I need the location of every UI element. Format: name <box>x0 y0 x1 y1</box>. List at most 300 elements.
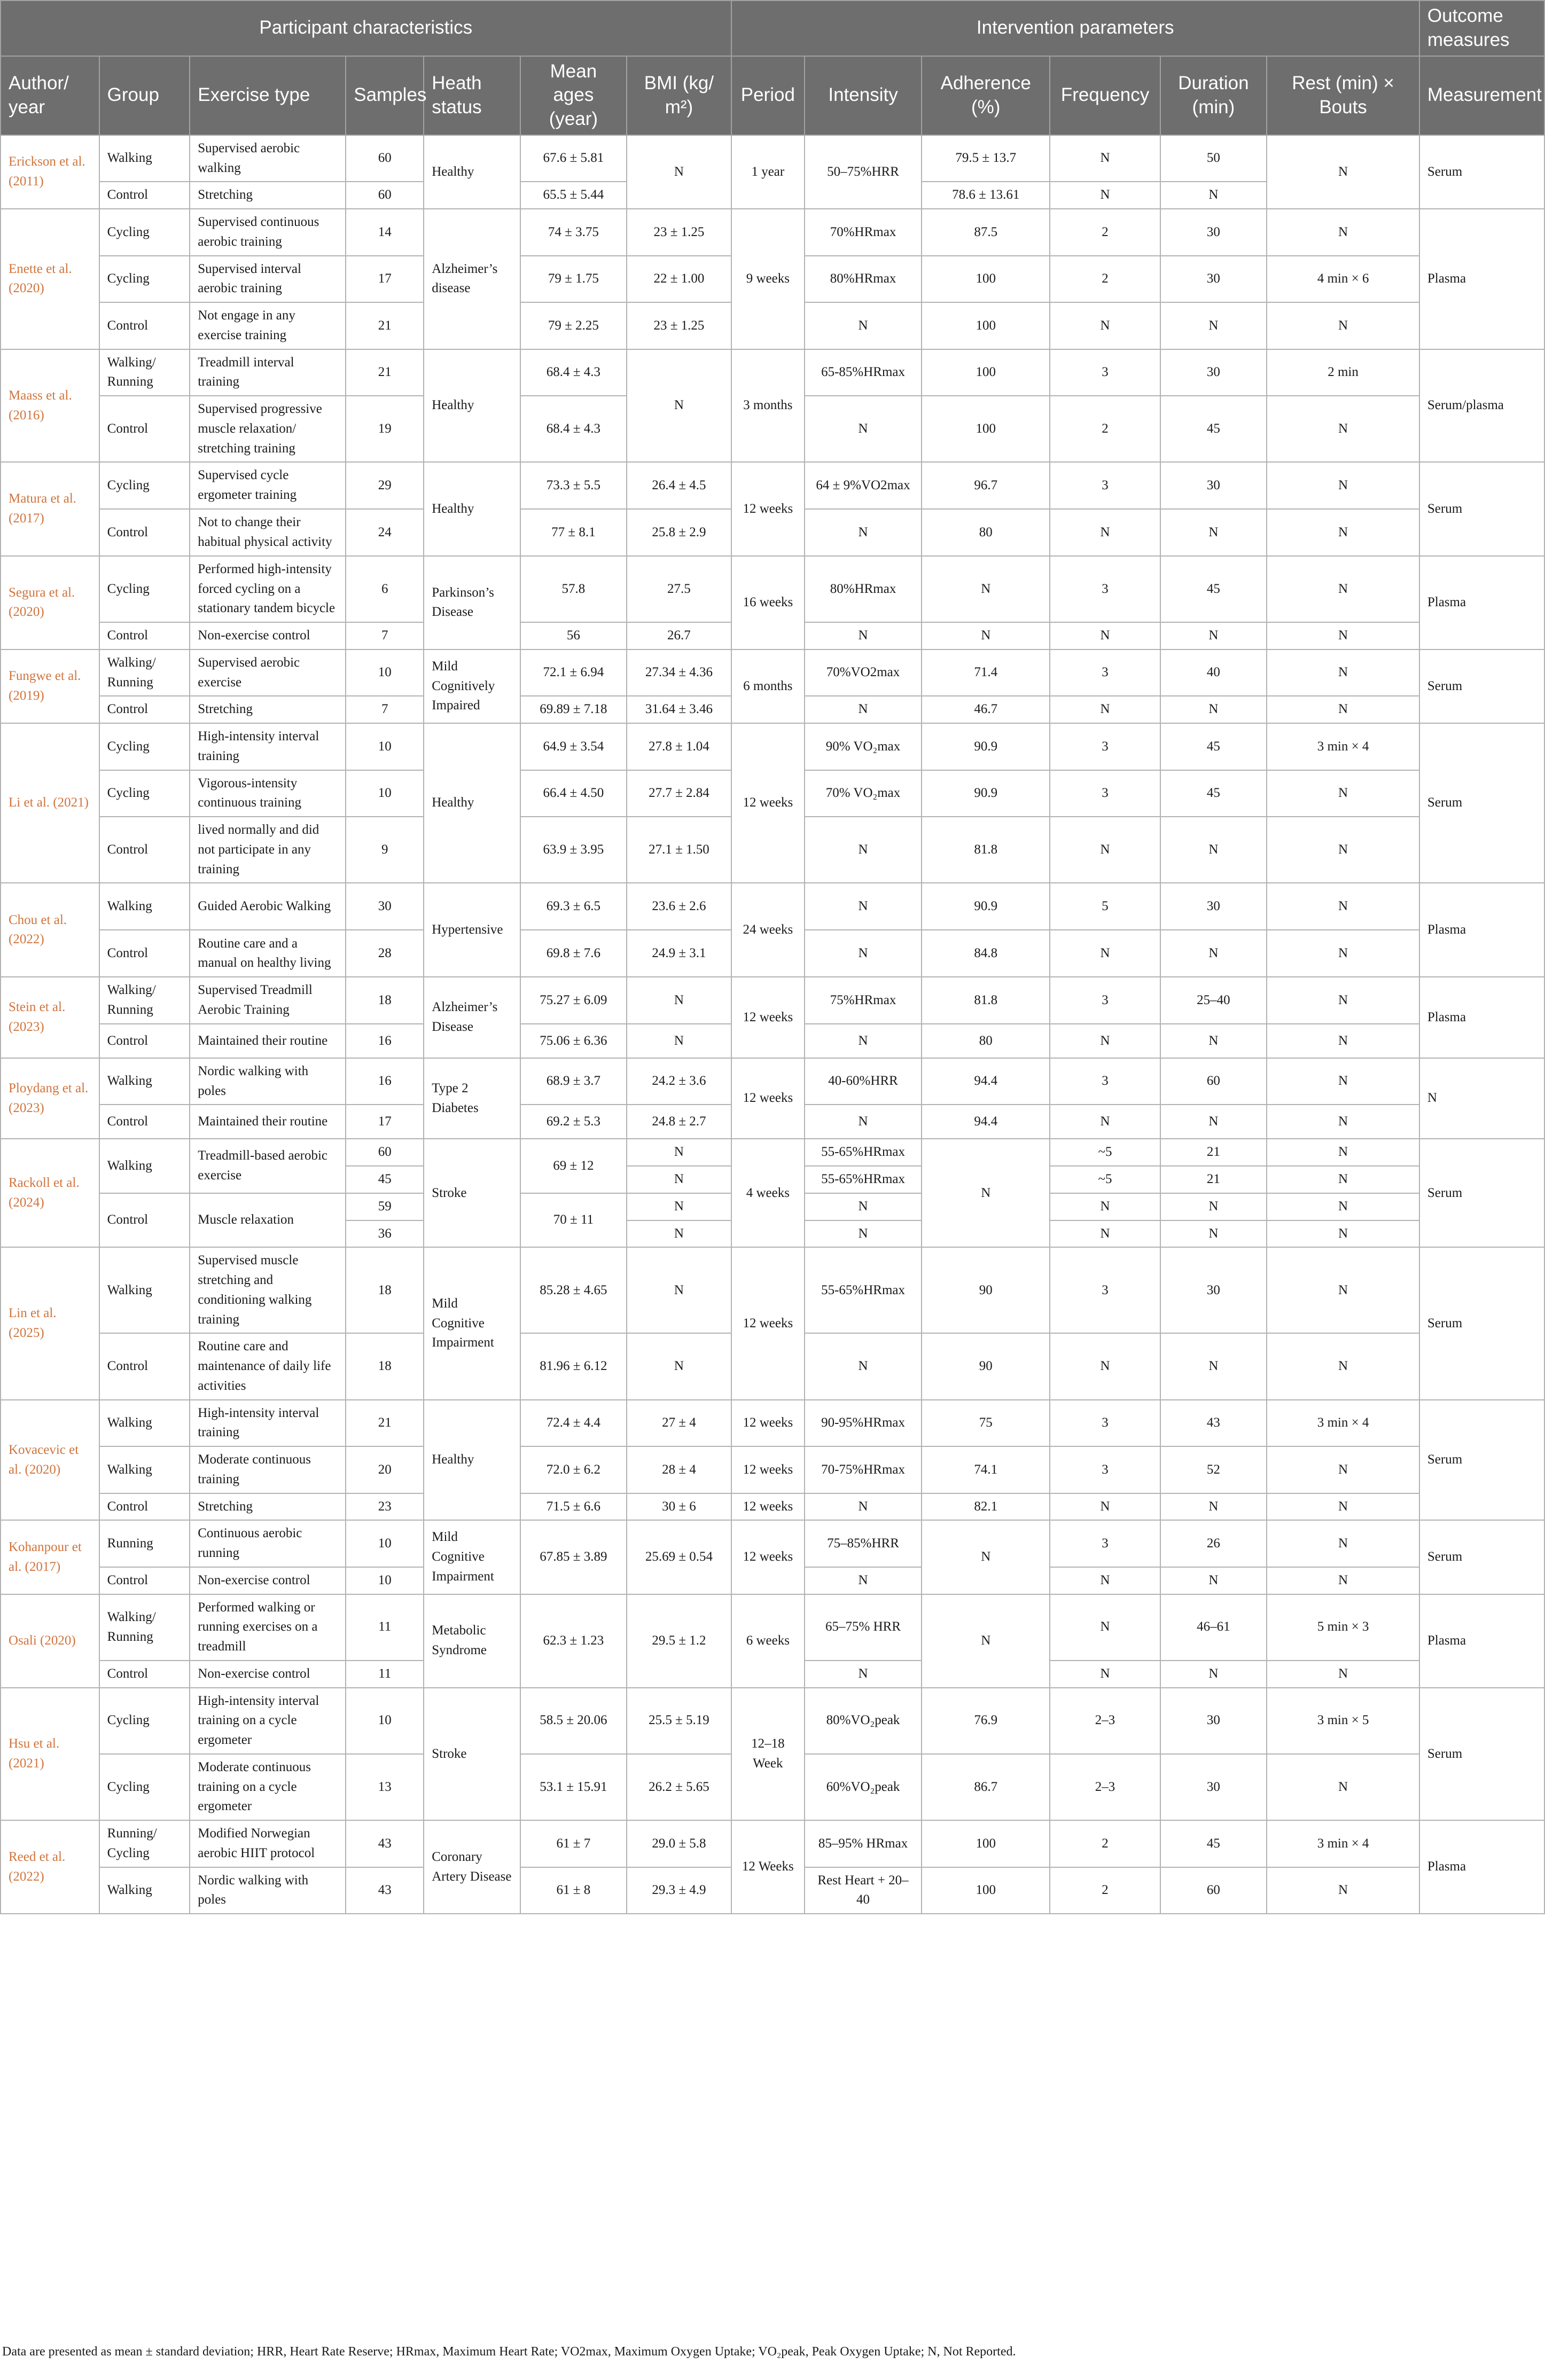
samples-cell: 16 <box>346 1024 424 1058</box>
adherence-cell: 100 <box>922 1820 1050 1867</box>
period-cell: 12 Weeks <box>731 1820 805 1914</box>
duration-cell: N <box>1160 930 1267 977</box>
bmi-cell: 24.8 ± 2.7 <box>627 1105 731 1139</box>
period-cell: 12 weeks <box>731 1247 805 1399</box>
frequency-cell: N <box>1050 509 1160 556</box>
measurement-cell: Plasma <box>1419 556 1544 649</box>
group-cell: Control <box>99 1493 190 1521</box>
duration-cell: 45 <box>1160 1820 1267 1867</box>
frequency-cell: 2 <box>1050 1820 1160 1867</box>
bmi-cell: 29.3 ± 4.9 <box>627 1867 731 1914</box>
intensity-cell: 70%VO2max <box>805 649 922 696</box>
duration-cell: 40 <box>1160 649 1267 696</box>
group-cell: Control <box>99 396 190 462</box>
duration-cell: 30 <box>1160 1247 1267 1333</box>
mean-age-cell: 68.9 ± 3.7 <box>520 1058 627 1105</box>
table-row <box>1 1688 1544 1754</box>
mean-age-cell: 67.85 ± 3.89 <box>520 1520 627 1594</box>
table-row <box>1 1493 1544 1521</box>
frequency-cell: N <box>1050 1333 1160 1399</box>
bmi-cell: 22 ± 1.00 <box>627 256 731 303</box>
intensity-cell: N <box>805 396 922 462</box>
duration-cell: N <box>1160 1661 1267 1688</box>
group-cell: Walking/ Running <box>99 649 190 696</box>
rest-bouts-cell: 5 min × 3 <box>1267 1594 1419 1661</box>
bmi-cell: N <box>627 977 731 1024</box>
frequency-cell: N <box>1050 302 1160 349</box>
mean-age-cell: 58.5 ± 20.06 <box>520 1688 627 1754</box>
author-cell: Segura et al. (2020) <box>1 556 99 649</box>
mean-age-cell: 63.9 ± 3.95 <box>520 817 627 883</box>
duration-cell: N <box>1160 817 1267 883</box>
group-cell: Walking <box>99 135 190 182</box>
exercise-type-cell: lived normally and did not participate in any training <box>190 817 346 883</box>
frequency-cell: N <box>1050 1594 1160 1661</box>
samples-cell: 20 <box>346 1446 424 1493</box>
intensity-cell: 50–75%HRR <box>805 135 922 209</box>
group-cell: Cycling <box>99 556 190 622</box>
group-cell: Walking <box>99 1867 190 1914</box>
frequency-cell: 3 <box>1050 462 1160 509</box>
adherence-cell: N <box>922 1520 1050 1594</box>
bmi-cell: 26.2 ± 5.65 <box>627 1754 731 1820</box>
bmi-cell: 23.6 ± 2.6 <box>627 883 731 930</box>
adherence-cell: 74.1 <box>922 1446 1050 1493</box>
period-cell: 12 weeks <box>731 1400 805 1447</box>
mean-age-cell: 67.6 ± 5.81 <box>520 135 627 182</box>
frequency-cell: N <box>1050 1493 1160 1521</box>
rest-bouts-cell: 3 min × 4 <box>1267 1820 1419 1867</box>
period-cell: 6 weeks <box>731 1594 805 1688</box>
samples-cell: 10 <box>346 1688 424 1754</box>
group-cell: Control <box>99 1661 190 1688</box>
samples-cell: 28 <box>346 930 424 977</box>
health-status-cell: Alzheimer’s Disease <box>424 977 520 1058</box>
measurement-cell: N <box>1419 1058 1544 1139</box>
bmi-cell: N <box>627 1166 731 1193</box>
health-status-cell: Mild Cognitively Impaired <box>424 649 520 723</box>
intensity-cell: 75%HRmax <box>805 977 922 1024</box>
mean-age-cell: 72.0 ± 6.2 <box>520 1446 627 1493</box>
adherence-cell: 94.4 <box>922 1105 1050 1139</box>
adherence-cell: 80 <box>922 1024 1050 1058</box>
period-cell: 1 year <box>731 135 805 209</box>
health-status-cell: Mild Cognitive Impairment <box>424 1520 520 1594</box>
measurement-cell: Serum <box>1419 1688 1544 1821</box>
rest-bouts-cell: N <box>1267 817 1419 883</box>
adherence-cell: 100 <box>922 1867 1050 1914</box>
period-cell: 9 weeks <box>731 209 805 349</box>
samples-cell: 10 <box>346 1520 424 1567</box>
intensity-cell: 80%VO₂peak <box>805 1688 922 1754</box>
rest-bouts-cell: N <box>1267 1446 1419 1493</box>
group-cell: Control <box>99 182 190 209</box>
table-row <box>1 1400 1544 1447</box>
exercise-type-cell: Continuous aerobic running <box>190 1520 346 1567</box>
samples-cell: 60 <box>346 1139 424 1166</box>
rest-bouts-cell: N <box>1267 462 1419 509</box>
samples-cell: 21 <box>346 302 424 349</box>
duration-cell: 43 <box>1160 1400 1267 1447</box>
samples-cell: 10 <box>346 770 424 817</box>
duration-cell: 52 <box>1160 1446 1267 1493</box>
rest-bouts-cell: 3 min × 5 <box>1267 1688 1419 1754</box>
group-cell: Control <box>99 509 190 556</box>
duration-cell: N <box>1160 182 1267 209</box>
duration-cell: 45 <box>1160 556 1267 622</box>
intensity-cell: N <box>805 817 922 883</box>
group-cell: Walking/ Running <box>99 1594 190 1661</box>
measurement-cell: Serum <box>1419 1520 1544 1594</box>
intensity-cell: 90-95%HRmax <box>805 1400 922 1447</box>
samples-cell: 29 <box>346 462 424 509</box>
author-cell: Rackoll et al. (2024) <box>1 1139 99 1247</box>
period-cell: 3 months <box>731 349 805 463</box>
samples-cell: 43 <box>346 1867 424 1914</box>
exercise-type-cell: Nordic walking with poles <box>190 1867 346 1914</box>
table-row <box>1 349 1544 396</box>
bmi-cell: 27.8 ± 1.04 <box>627 723 731 770</box>
health-status-cell: Parkinson’s Disease <box>424 556 520 649</box>
author-cell: Stein et al. (2023) <box>1 977 99 1058</box>
frequency-cell: N <box>1050 135 1160 182</box>
period-cell: 6 months <box>731 649 805 723</box>
col-samples: Samples <box>346 56 424 135</box>
measurement-cell: Serum <box>1419 649 1544 723</box>
duration-cell: N <box>1160 1493 1267 1521</box>
intensity-cell: N <box>805 696 922 723</box>
table-row <box>1 977 1544 1024</box>
col-author-year: Author/ year <box>1 56 99 135</box>
group-cell: Control <box>99 1105 190 1139</box>
author-cell: Fungwe et al. (2019) <box>1 649 99 723</box>
frequency-cell: 2 <box>1050 1867 1160 1914</box>
samples-cell: 10 <box>346 1567 424 1594</box>
period-cell: 12 weeks <box>731 1058 805 1139</box>
bmi-cell: N <box>627 1333 731 1399</box>
adherence-cell: 80 <box>922 509 1050 556</box>
table-row <box>1 462 1544 509</box>
author-cell: Ploydang et al. (2023) <box>1 1058 99 1139</box>
mean-age-cell: 74 ± 3.75 <box>520 209 627 256</box>
exercise-type-cell: Non-exercise control <box>190 1567 346 1594</box>
group-cell: Cycling <box>99 723 190 770</box>
exercise-type-cell: Guided Aerobic Walking <box>190 883 346 930</box>
samples-cell: 18 <box>346 1247 424 1333</box>
col-adherence: Adherence (%) <box>922 56 1050 135</box>
bmi-cell: 26.4 ± 4.5 <box>627 462 731 509</box>
duration-cell: 21 <box>1160 1139 1267 1166</box>
bmi-cell: 27 ± 4 <box>627 1400 731 1447</box>
frequency-cell: 2–3 <box>1050 1754 1160 1820</box>
samples-cell: 17 <box>346 256 424 303</box>
period-cell: 24 weeks <box>731 883 805 977</box>
bmi-cell: N <box>627 135 731 209</box>
exercise-type-cell: Maintained their routine <box>190 1105 346 1139</box>
duration-cell: N <box>1160 509 1267 556</box>
duration-cell: 30 <box>1160 1754 1267 1820</box>
rest-bouts-cell: N <box>1267 1220 1419 1248</box>
intensity-cell: 75–85%HRR <box>805 1520 922 1567</box>
mean-age-cell: 79 ± 1.75 <box>520 256 627 303</box>
author-cell: Reed et al. (2022) <box>1 1820 99 1914</box>
rest-bouts-cell: N <box>1267 1567 1419 1594</box>
adherence-cell: 87.5 <box>922 209 1050 256</box>
author-cell: Hsu et al. (2021) <box>1 1688 99 1821</box>
author-cell: Chou et al. (2022) <box>1 883 99 977</box>
adherence-cell: 84.8 <box>922 930 1050 977</box>
rest-bouts-cell: N <box>1267 1058 1419 1105</box>
group-cell: Walking/ Running <box>99 977 190 1024</box>
duration-cell: 60 <box>1160 1058 1267 1105</box>
table-body <box>1 135 1544 1914</box>
intensity-cell: N <box>805 930 922 977</box>
mean-age-cell: 85.28 ± 4.65 <box>520 1247 627 1333</box>
mean-age-cell: 72.1 ± 6.94 <box>520 649 627 696</box>
adherence-cell: 78.6 ± 13.61 <box>922 182 1050 209</box>
author-cell: Lin et al. (2025) <box>1 1247 99 1399</box>
samples-cell: 18 <box>346 1333 424 1399</box>
exercise-type-cell: Performed high-intensity forced cycling on a stationary tandem bicycle <box>190 556 346 622</box>
samples-cell: 11 <box>346 1661 424 1688</box>
samples-cell: 45 <box>346 1166 424 1193</box>
bmi-cell: 26.7 <box>627 622 731 649</box>
intensity-cell: 64 ± 9%VO2max <box>805 462 922 509</box>
duration-cell: N <box>1160 1220 1267 1248</box>
intensity-cell: N <box>805 1105 922 1139</box>
exercise-type-cell: Supervised muscle stretching and conditioning walking training <box>190 1247 346 1333</box>
mean-age-cell: 81.96 ± 6.12 <box>520 1333 627 1399</box>
group-cell: Walking <box>99 1139 190 1193</box>
group-cell: Control <box>99 1193 190 1248</box>
intensity-cell: 90% VO₂max <box>805 723 922 770</box>
exercise-type-cell: Moderate continuous training on a cycle ergometer <box>190 1754 346 1820</box>
group-cell: Walking <box>99 1058 190 1105</box>
rest-bouts-cell: N <box>1267 1139 1419 1166</box>
duration-cell: N <box>1160 1567 1267 1594</box>
author-cell: Kovacevic et al. (2020) <box>1 1400 99 1521</box>
group-cell: Running <box>99 1520 190 1567</box>
mean-age-cell: 70 ± 11 <box>520 1193 627 1248</box>
mean-age-cell: 69.2 ± 5.3 <box>520 1105 627 1139</box>
author-cell: Enette et al. (2020) <box>1 209 99 349</box>
group-intervention-parameters: Intervention parameters <box>731 1 1419 56</box>
table-row <box>1 556 1544 622</box>
intensity-cell: N <box>805 1193 922 1220</box>
intensity-cell: N <box>805 1661 922 1688</box>
duration-cell: 45 <box>1160 770 1267 817</box>
duration-cell: 30 <box>1160 209 1267 256</box>
mean-age-cell: 77 ± 8.1 <box>520 509 627 556</box>
adherence-cell: 90 <box>922 1247 1050 1333</box>
adherence-cell: N <box>922 556 1050 622</box>
col-bmi: BMI (kg/ m²) <box>627 56 731 135</box>
samples-cell: 14 <box>346 209 424 256</box>
table-row <box>1 1520 1544 1567</box>
rest-bouts-cell: 3 min × 4 <box>1267 723 1419 770</box>
intensity-cell: N <box>805 302 922 349</box>
health-status-cell: Alzheimer’s disease <box>424 209 520 349</box>
adherence-cell: 90 <box>922 1333 1050 1399</box>
health-status-cell: Healthy <box>424 135 520 209</box>
bmi-cell: 29.0 ± 5.8 <box>627 1820 731 1867</box>
group-cell: Walking <box>99 883 190 930</box>
period-cell: 4 weeks <box>731 1139 805 1247</box>
rest-bouts-cell: N <box>1267 977 1419 1024</box>
adherence-cell: 75 <box>922 1400 1050 1447</box>
adherence-cell: 96.7 <box>922 462 1050 509</box>
adherence-cell: 81.8 <box>922 817 1050 883</box>
frequency-cell: N <box>1050 1220 1160 1248</box>
exercise-type-cell: Supervised interval aerobic training <box>190 256 346 303</box>
health-status-cell: Type 2 Diabetes <box>424 1058 520 1139</box>
rest-bouts-cell: N <box>1267 556 1419 622</box>
mean-age-cell: 66.4 ± 4.50 <box>520 770 627 817</box>
intensity-cell: 70% VO₂max <box>805 770 922 817</box>
mean-age-cell: 73.3 ± 5.5 <box>520 462 627 509</box>
samples-cell: 60 <box>346 135 424 182</box>
frequency-cell: N <box>1050 930 1160 977</box>
health-status-cell: Mild Cognitive Impairment <box>424 1247 520 1399</box>
rest-bouts-cell: N <box>1267 1867 1419 1914</box>
frequency-cell: ~5 <box>1050 1166 1160 1193</box>
mean-age-cell: 53.1 ± 15.91 <box>520 1754 627 1820</box>
frequency-cell: 3 <box>1050 1400 1160 1447</box>
samples-cell: 10 <box>346 649 424 696</box>
frequency-cell: N <box>1050 182 1160 209</box>
adherence-cell: N <box>922 1594 1050 1688</box>
mean-age-cell: 69.8 ± 7.6 <box>520 930 627 977</box>
mean-age-cell: 71.5 ± 6.6 <box>520 1493 627 1521</box>
frequency-cell: 3 <box>1050 977 1160 1024</box>
author-cell: Matura et al. (2017) <box>1 462 99 556</box>
intensity-cell: N <box>805 1567 922 1594</box>
table-row <box>1 1446 1544 1493</box>
health-status-cell: Stroke <box>424 1139 520 1247</box>
samples-cell: 7 <box>346 696 424 723</box>
table-row <box>1 1247 1544 1333</box>
duration-cell: 60 <box>1160 1867 1267 1914</box>
header-group-row <box>1 1 1544 56</box>
samples-cell: 24 <box>346 509 424 556</box>
duration-cell: N <box>1160 696 1267 723</box>
rest-bouts-cell: 2 min <box>1267 349 1419 396</box>
duration-cell: N <box>1160 302 1267 349</box>
table-row <box>1 209 1544 256</box>
group-cell: Walking <box>99 1247 190 1333</box>
duration-cell: 30 <box>1160 1688 1267 1754</box>
health-status-cell: Healthy <box>424 349 520 463</box>
group-cell: Cycling <box>99 770 190 817</box>
group-cell: Running/ Cycling <box>99 1820 190 1867</box>
exercise-type-cell: Modified Norwegian aerobic HIIT protocol <box>190 1820 346 1867</box>
rest-bouts-cell: 4 min × 6 <box>1267 256 1419 303</box>
rest-bouts-cell: N <box>1267 622 1419 649</box>
duration-cell: 30 <box>1160 349 1267 396</box>
group-outcome-measures: Outcome measures <box>1419 1 1544 56</box>
frequency-cell: 2 <box>1050 396 1160 462</box>
samples-cell: 10 <box>346 723 424 770</box>
rest-bouts-cell: 3 min × 4 <box>1267 1400 1419 1447</box>
intensity-cell: 55-65%HRmax <box>805 1247 922 1333</box>
group-cell: Walking <box>99 1446 190 1493</box>
exercise-type-cell: Nordic walking with poles <box>190 1058 346 1105</box>
bmi-cell: 31.64 ± 3.46 <box>627 696 731 723</box>
group-participant-characteristics: Participant characteristics <box>1 1 731 56</box>
intensity-cell: 65-85%HRmax <box>805 349 922 396</box>
intensity-cell: 70%HRmax <box>805 209 922 256</box>
bmi-cell: 24.9 ± 3.1 <box>627 930 731 977</box>
frequency-cell: N <box>1050 1105 1160 1139</box>
group-cell: Control <box>99 1567 190 1594</box>
intensity-cell: 80%HRmax <box>805 556 922 622</box>
frequency-cell: 3 <box>1050 723 1160 770</box>
duration-cell: 21 <box>1160 1166 1267 1193</box>
col-health-status: Heath status <box>424 56 520 135</box>
adherence-cell: N <box>922 1139 1050 1247</box>
frequency-cell: 3 <box>1050 1520 1160 1567</box>
mean-age-cell: 69 ± 12 <box>520 1139 627 1193</box>
group-cell: Cycling <box>99 256 190 303</box>
intensity-cell: 40-60%HRR <box>805 1058 922 1105</box>
col-mean-ages: Mean ages (year) <box>520 56 627 135</box>
exercise-type-cell: Supervised aerobic exercise <box>190 649 346 696</box>
mean-age-cell: 61 ± 7 <box>520 1820 627 1867</box>
health-status-cell: Hypertensive <box>424 883 520 977</box>
rest-bouts-cell: N <box>1267 1493 1419 1521</box>
bmi-cell: 25.8 ± 2.9 <box>627 509 731 556</box>
adherence-cell: 100 <box>922 349 1050 396</box>
exercise-type-cell: Supervised progressive muscle relaxation/ stretching training <box>190 396 346 462</box>
author-cell: Li et al. (2021) <box>1 723 99 883</box>
samples-cell: 23 <box>346 1493 424 1521</box>
exercise-type-cell: Maintained their routine <box>190 1024 346 1058</box>
table-footnote: Data are presented as mean ± standard deviation; HRR, Heart Rate Reserve; HRmax, Maximum Heart Rate; VO2max, Maximum Oxygen Uptake; VO₂peak, Peak Oxygen Uptake; N, Not Reported. <box>2 2345 1016 2359</box>
exercise-type-cell: Stretching <box>190 182 346 209</box>
col-intensity: Intensity <box>805 56 922 135</box>
samples-cell: 11 <box>346 1594 424 1661</box>
frequency-cell: ~5 <box>1050 1139 1160 1166</box>
rest-bouts-cell: N <box>1267 1520 1419 1567</box>
health-status-cell: Healthy <box>424 1400 520 1521</box>
group-cell: Control <box>99 1024 190 1058</box>
adherence-cell: 82.1 <box>922 1493 1050 1521</box>
mean-age-cell: 72.4 ± 4.4 <box>520 1400 627 1447</box>
measurement-cell: Serum <box>1419 462 1544 556</box>
adherence-cell: 71.4 <box>922 649 1050 696</box>
col-measurement: Measurement <box>1419 56 1544 135</box>
table-row <box>1 1139 1544 1166</box>
intensity-cell: N <box>805 1024 922 1058</box>
frequency-cell: N <box>1050 817 1160 883</box>
intensity-cell: N <box>805 1333 922 1399</box>
duration-cell: N <box>1160 1333 1267 1399</box>
measurement-cell: Plasma <box>1419 883 1544 977</box>
rest-bouts-cell: N <box>1267 1754 1419 1820</box>
duration-cell: N <box>1160 1193 1267 1220</box>
duration-cell: N <box>1160 1024 1267 1058</box>
adherence-cell: 100 <box>922 256 1050 303</box>
intensity-cell: 55-65%HRmax <box>805 1139 922 1166</box>
samples-cell: 16 <box>346 1058 424 1105</box>
adherence-cell: 90.9 <box>922 883 1050 930</box>
health-status-cell: Metabolic Syndrome <box>424 1594 520 1688</box>
exercise-type-cell: Routine care and maintenance of daily life activities <box>190 1333 346 1399</box>
group-cell: Control <box>99 930 190 977</box>
measurement-cell: Serum <box>1419 723 1544 883</box>
table-row <box>1 1594 1544 1661</box>
exercise-type-cell: Vigorous-intensity continuous training <box>190 770 346 817</box>
